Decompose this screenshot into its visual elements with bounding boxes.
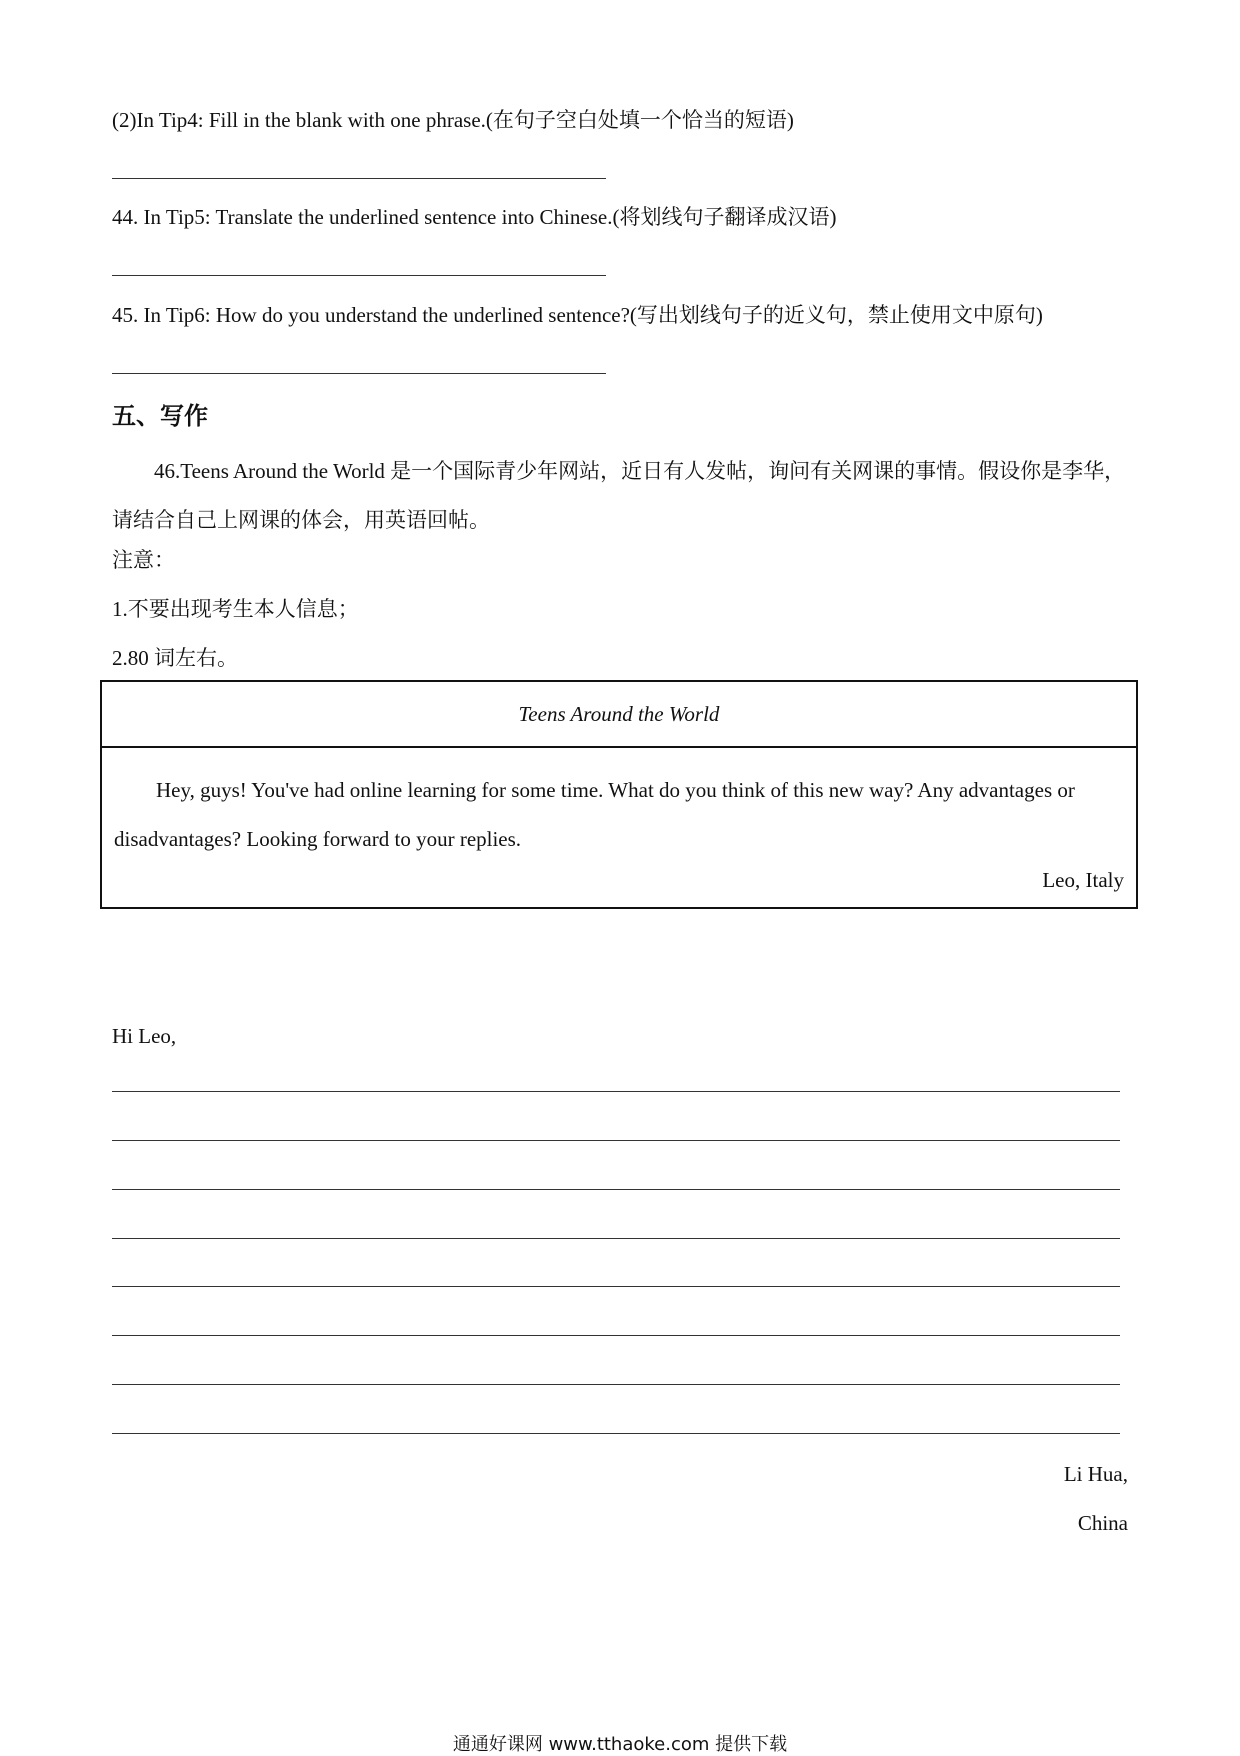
question-45-text: 45. In Tip6: How do you understand the underlined sentence?(写出划线句子的近义句，禁止使用文中原句)	[112, 303, 1043, 327]
writing-line[interactable]	[112, 1384, 1120, 1385]
question-2-text: (2)In Tip4: Fill in the blank with one phrase.(在句子空白处填一个恰当的短语)	[112, 108, 794, 132]
answer-line-q45[interactable]	[112, 373, 606, 374]
reply-closing-name: Li Hua,	[1063, 1462, 1128, 1486]
writing-note-1: 1.不要出现考生本人信息；	[112, 597, 359, 621]
answer-line-q2[interactable]	[112, 178, 606, 179]
writing-line[interactable]	[112, 1189, 1120, 1190]
forum-post-box	[100, 680, 1138, 909]
writing-line[interactable]	[112, 1140, 1120, 1141]
forum-post-signature: Leo, Italy	[1042, 868, 1124, 892]
reply-greeting: Hi Leo,	[112, 1024, 177, 1048]
forum-post-body: Hey, guys! You've had online learning for some time. What do you think of this new way? Any advantages or disadvantages? Looking forward to your replies.	[114, 778, 1075, 851]
writing-note-2: 2.80 词左右。	[112, 646, 238, 670]
answer-line-q44[interactable]	[112, 275, 606, 276]
writing-line[interactable]	[112, 1433, 1120, 1434]
writing-line[interactable]	[112, 1335, 1120, 1336]
writing-note-label: 注意：	[112, 548, 175, 572]
question-44-text: 44. In Tip5: Translate the underlined sentence into Chinese.(将划线句子翻译成汉语)	[112, 205, 837, 229]
writing-prompt: 46.Teens Around the World 是一个国际青少年网站，近日有人发帖，询问有关网课的事情。假设你是李华，请结合自己上网课的体会，用英语回帖。	[112, 459, 1126, 532]
writing-line[interactable]	[112, 1238, 1120, 1239]
writing-line[interactable]	[112, 1286, 1120, 1287]
reply-closing-place: China	[1077, 1511, 1128, 1535]
writing-section-heading: 五、写作	[112, 401, 208, 430]
forum-post-title: Teens Around the World	[102, 682, 1136, 748]
page-footer: 通通好课网 www.tthaoke.com 提供下载	[452, 1734, 788, 1755]
writing-line[interactable]	[112, 1091, 1120, 1092]
